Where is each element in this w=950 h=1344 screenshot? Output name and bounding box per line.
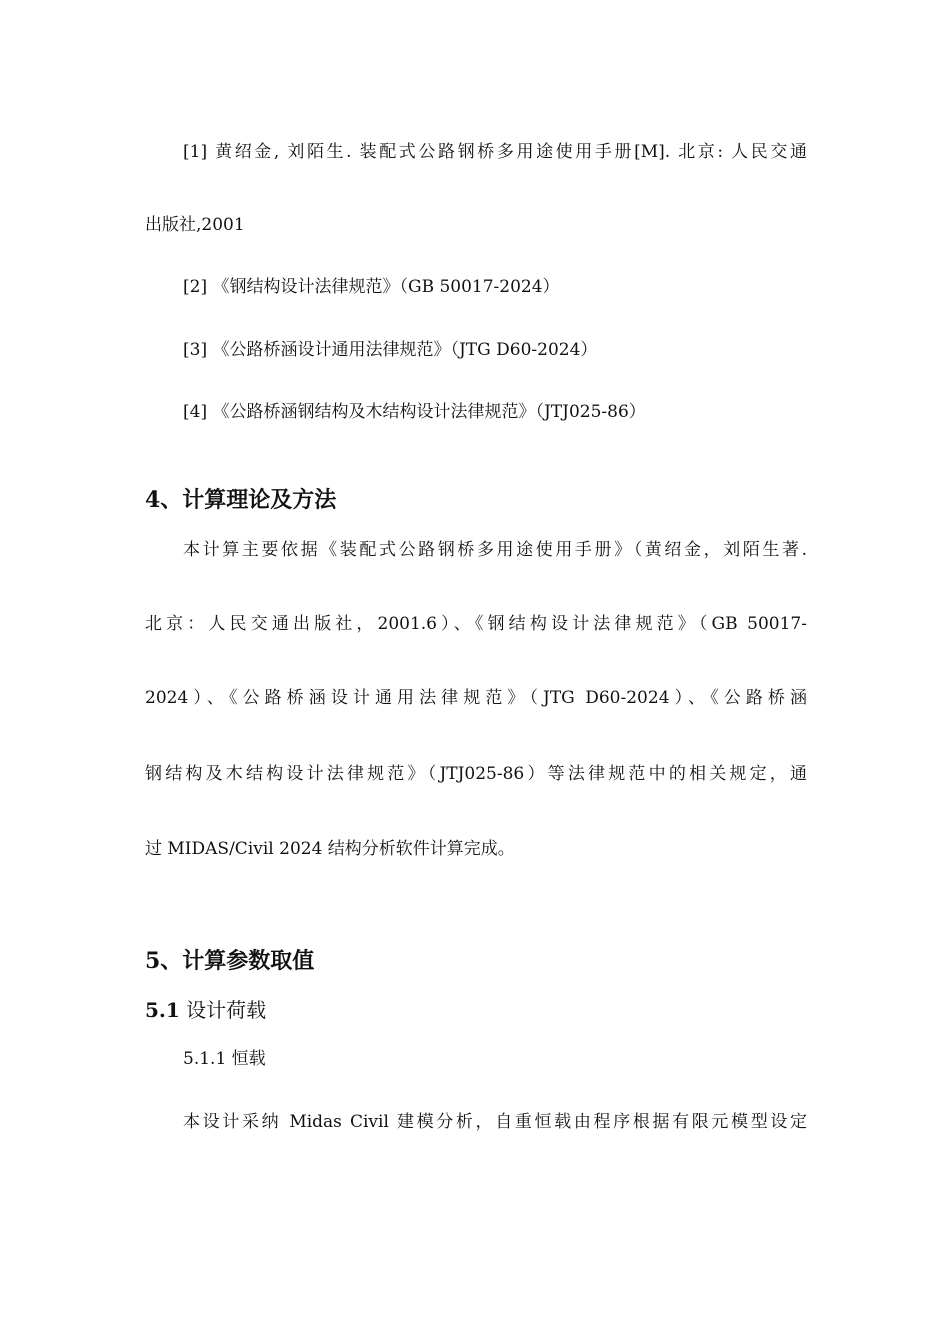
section-4-paragraph-line-5: 过 MIDAS/Civil 2024 结构分析软件计算完成。	[145, 839, 515, 859]
section-4-paragraph-line-4: 钢结构及木结构设计法律规范》（JTJ025-86）等法律规范中的相关规定，通	[145, 764, 807, 784]
section-5-1-heading	[145, 996, 266, 1024]
section-5-heading: 5、计算参数取值	[145, 948, 315, 974]
section-5-1-1-heading: 5.1.1 恒载	[183, 1049, 266, 1069]
reference-1-line-2: 出版社,2001	[145, 215, 245, 235]
section-5-1-1-paragraph-line-1: 本设计采纳 Midas Civil 建模分析，自重恒载由程序根据有限元模型设定	[183, 1112, 807, 1132]
reference-2: [2] 《钢结构设计法律规范》（GB 50017-2024）	[183, 277, 560, 297]
section-5-1-number: 5.1	[145, 998, 180, 1022]
section-5-1-title: 设计荷载	[186, 998, 267, 1022]
reference-4: [4] 《公路桥涵钢结构及木结构设计法律规范》（JTJ025-86）	[183, 402, 646, 422]
section-4-heading: 4、计算理论及方法	[145, 487, 337, 513]
reference-3: [3] 《公路桥涵设计通用法律规范》（JTG D60-2024）	[183, 340, 598, 360]
section-4-paragraph-line-3: 2024）、《公路桥涵设计通用法律规范》（JTG D60-2024）、《公路桥涵	[145, 688, 807, 708]
section-4-paragraph-line-2: 北京：人民交通出版社，2001.6）、《钢结构设计法律规范》（GB 50017-	[145, 614, 807, 634]
section-4-paragraph-line-1: 本计算主要依据《装配式公路钢桥多用途使用手册》（黄绍金，刘陌生著.	[183, 540, 807, 560]
reference-1-line-1: [1] 黄绍金, 刘陌生. 装配式公路钢桥多用途使用手册[M]. 北京: 人民交通	[183, 142, 807, 162]
